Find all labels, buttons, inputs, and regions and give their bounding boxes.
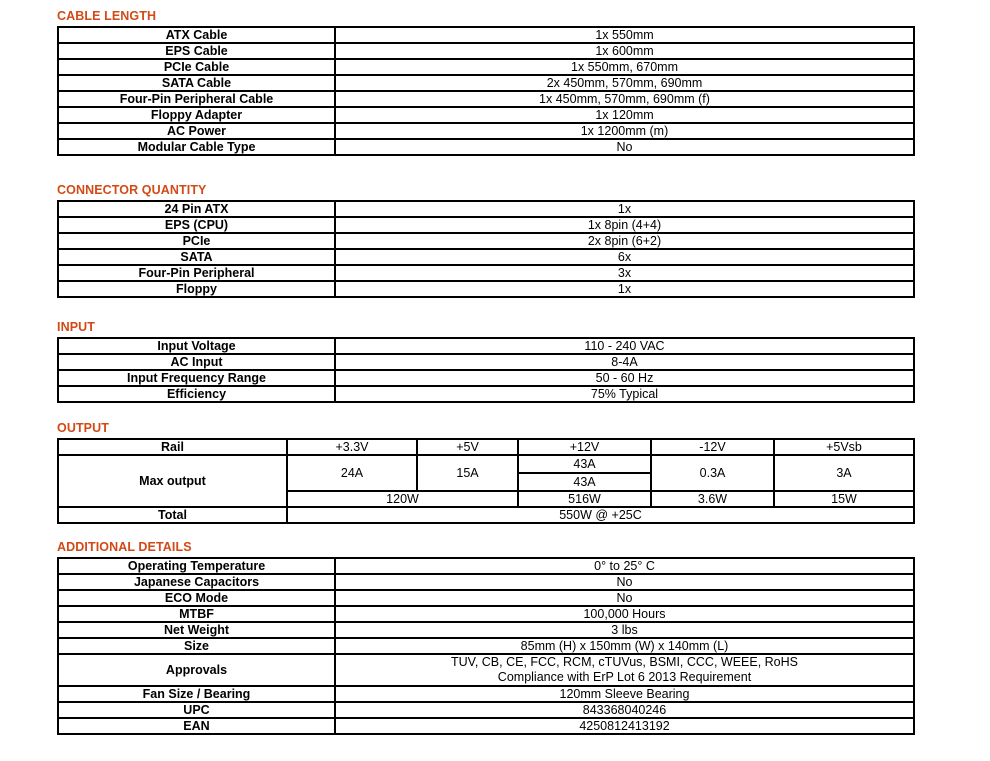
cable-length-table <box>57 26 915 156</box>
table-row <box>58 686 914 702</box>
table-row <box>58 654 914 686</box>
table-row <box>58 91 914 107</box>
row-value: No <box>335 139 914 155</box>
rail-3v3: +3.3V <box>287 439 417 455</box>
rail-minus-12v: -12V <box>651 439 774 455</box>
approvals-line-2: Compliance with ErP Lot 6 2013 Requirement <box>497 670 752 684</box>
table-row <box>58 249 914 265</box>
row-label: Floppy <box>58 281 335 297</box>
row-value: 1x <box>335 281 914 297</box>
row-value: 2x 450mm, 570mm, 690mm <box>335 75 914 91</box>
row-label: Floppy Adapter <box>58 107 335 123</box>
row-label: EPS Cable <box>58 43 335 59</box>
section-title-connector-quantity: CONNECTOR QUANTITY <box>57 183 207 197</box>
row-value: 85mm (H) x 150mm (W) x 140mm (L) <box>335 638 914 654</box>
watts-5vsb: 15W <box>774 491 914 507</box>
row-value: 6x <box>335 249 914 265</box>
row-label: EAN <box>58 718 335 734</box>
row-value: 843368040246 <box>335 702 914 718</box>
table-row <box>58 606 914 622</box>
amps-12v-a: 43A <box>518 455 651 473</box>
amps-3v3: 24A <box>287 455 417 491</box>
row-label: AC Input <box>58 354 335 370</box>
table-row <box>58 590 914 606</box>
table-row <box>58 233 914 249</box>
row-label: Efficiency <box>58 386 335 402</box>
table-row <box>58 622 914 638</box>
row-value: 110 - 240 VAC <box>335 338 914 354</box>
row-label: Input Frequency Range <box>58 370 335 386</box>
row-label: Size <box>58 638 335 654</box>
amps-5vsb: 3A <box>774 455 914 491</box>
rail-5vsb: +5Vsb <box>774 439 914 455</box>
row-value: No <box>335 590 914 606</box>
row-label: PCIe Cable <box>58 59 335 75</box>
row-label: EPS (CPU) <box>58 217 335 233</box>
additional-details-table <box>57 557 915 735</box>
table-row <box>58 123 914 139</box>
input-table <box>57 337 915 403</box>
table-row <box>58 702 914 718</box>
output-table <box>57 438 915 524</box>
row-label: Japanese Capacitors <box>58 574 335 590</box>
row-label: Approvals <box>58 654 335 686</box>
table-row <box>58 574 914 590</box>
table-row <box>58 27 914 43</box>
table-row <box>58 217 914 233</box>
row-label: 24 Pin ATX <box>58 201 335 217</box>
row-label: Input Voltage <box>58 338 335 354</box>
row-label: Net Weight <box>58 622 335 638</box>
row-label: MTBF <box>58 606 335 622</box>
approvals-line-1: TUV, CB, CE, FCC, RCM, cTUVus, BSMI, CCC, WEEE, RoHS <box>450 655 799 669</box>
row-value: 4250812413192 <box>335 718 914 734</box>
row-value: 1x 550mm <box>335 27 914 43</box>
table-row <box>58 507 914 523</box>
table-row <box>58 354 914 370</box>
row-value: 8-4A <box>335 354 914 370</box>
row-label: Modular Cable Type <box>58 139 335 155</box>
row-value: No <box>335 574 914 590</box>
row-value: 50 - 60 Hz <box>335 370 914 386</box>
connector-quantity-table <box>57 200 915 298</box>
amps-minus-12v: 0.3A <box>651 455 774 491</box>
watts-minus-12v: 3.6W <box>651 491 774 507</box>
rail-12v: +12V <box>518 439 651 455</box>
row-value: 3 lbs <box>335 622 914 638</box>
row-label: Operating Temperature <box>58 558 335 574</box>
row-value: 1x 600mm <box>335 43 914 59</box>
row-value: 100,000 Hours <box>335 606 914 622</box>
table-row <box>58 638 914 654</box>
table-row <box>58 281 914 297</box>
row-label: Four-Pin Peripheral <box>58 265 335 281</box>
table-row <box>58 107 914 123</box>
table-row <box>58 455 914 473</box>
watts-combined: 120W <box>287 491 518 507</box>
table-row <box>58 59 914 75</box>
rail-5v: +5V <box>417 439 518 455</box>
table-row <box>58 139 914 155</box>
section-title-input: INPUT <box>57 320 95 334</box>
table-row <box>58 43 914 59</box>
table-row <box>58 439 914 455</box>
table-row <box>58 201 914 217</box>
table-row <box>58 75 914 91</box>
row-value: 1x 550mm, 670mm <box>335 59 914 75</box>
row-label: SATA Cable <box>58 75 335 91</box>
row-value: 0° to 25° C <box>335 558 914 574</box>
row-label: PCIe <box>58 233 335 249</box>
row-label: UPC <box>58 702 335 718</box>
table-row <box>58 265 914 281</box>
row-label: Four-Pin Peripheral Cable <box>58 91 335 107</box>
total-label: Total <box>58 507 287 523</box>
row-value: 3x <box>335 265 914 281</box>
amps-12v-b: 43A <box>518 473 651 491</box>
total-value: 550W @ +25C <box>287 507 914 523</box>
section-title-cable-length: CABLE LENGTH <box>57 9 157 23</box>
table-row <box>58 558 914 574</box>
section-title-output: OUTPUT <box>57 421 109 435</box>
table-row <box>58 338 914 354</box>
table-row <box>58 386 914 402</box>
row-value: 1x 8pin (4+4) <box>335 217 914 233</box>
table-row <box>58 370 914 386</box>
row-value: 1x 450mm, 570mm, 690mm (f) <box>335 91 914 107</box>
row-label: SATA <box>58 249 335 265</box>
row-value: 2x 8pin (6+2) <box>335 233 914 249</box>
row-value: 1x <box>335 201 914 217</box>
amps-5v: 15A <box>417 455 518 491</box>
row-value: 120mm Sleeve Bearing <box>335 686 914 702</box>
row-label: Fan Size / Bearing <box>58 686 335 702</box>
rail-label: Rail <box>58 439 287 455</box>
row-label: ATX Cable <box>58 27 335 43</box>
row-value: 1x 1200mm (m) <box>335 123 914 139</box>
row-value: 1x 120mm <box>335 107 914 123</box>
watts-12v: 516W <box>518 491 651 507</box>
row-label: ECO Mode <box>58 590 335 606</box>
approvals-value <box>335 654 914 686</box>
section-title-additional-details: ADDITIONAL DETAILS <box>57 540 192 554</box>
row-value: 75% Typical <box>335 386 914 402</box>
max-output-label: Max output <box>58 455 287 507</box>
table-row <box>58 718 914 734</box>
row-label: AC Power <box>58 123 335 139</box>
